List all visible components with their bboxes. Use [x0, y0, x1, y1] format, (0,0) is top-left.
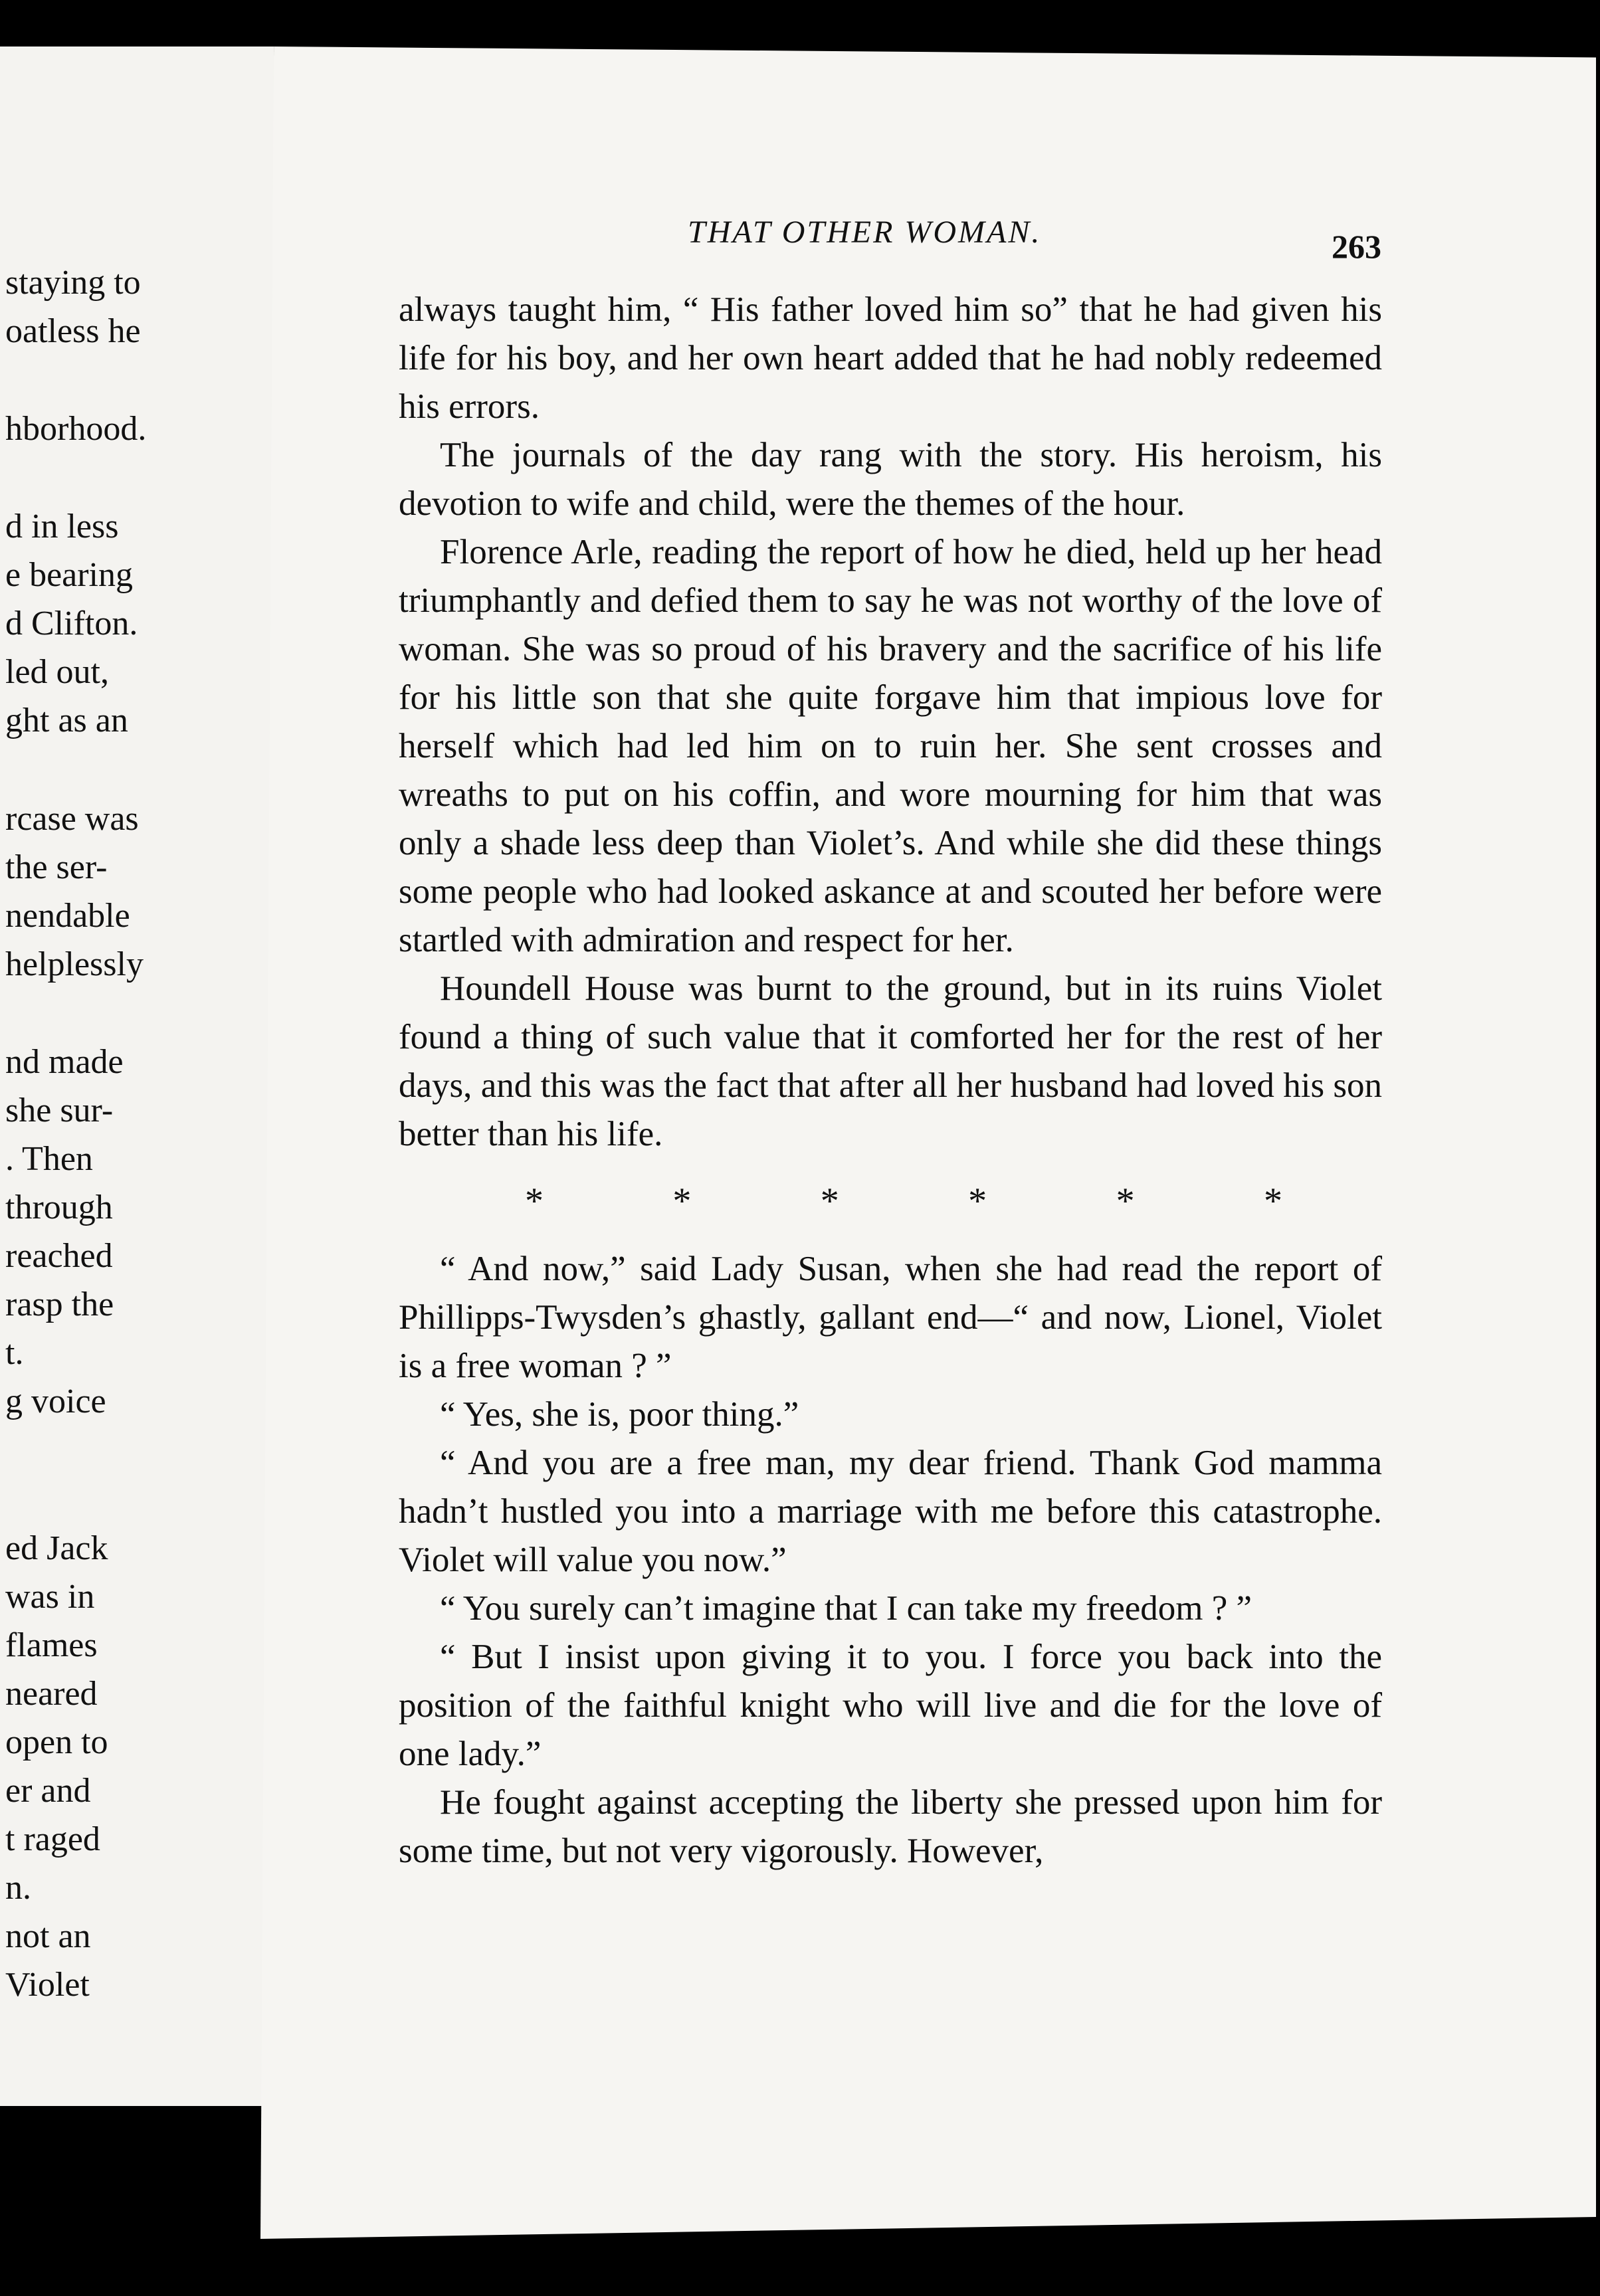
- left-page-line: n.: [5, 1869, 31, 1907]
- left-page-line: through: [5, 1189, 113, 1226]
- paragraph: The journals of the day rang with the story. His heroism, his devotion to wife and child, were the themes of the hour.: [399, 436, 1382, 523]
- left-page-line: oatless he: [5, 312, 141, 350]
- left-page-line: neared: [5, 1675, 98, 1713]
- left-page-line: she sur-: [5, 1092, 114, 1129]
- page-number: 263: [1332, 228, 1381, 265]
- paragraph: “ You surely can’t imagine that I can take my freedom ? ”: [440, 1589, 1252, 1628]
- paragraph: “ And you are a free man, my dear friend. Thank God mamma hadn’t hustled you into a marriage with me before this catastrophe. Violet will value you now.”: [399, 1444, 1382, 1579]
- left-page-line: d Clifton.: [5, 605, 138, 642]
- left-page-line: t raged: [5, 1820, 100, 1858]
- left-page-line: nendable: [5, 897, 130, 935]
- paragraph: “ And now,” said Lady Susan, when she had read the report of Phillipps-Twysden’s ghastly, gallant end—“ and now, Lionel, Violet is a free woman ? ”: [399, 1250, 1382, 1385]
- paragraph: “ But I insist upon giving it to you. I force you back into the position of the faithful knight who will live and die for the love of one lady.”: [399, 1638, 1382, 1773]
- left-page-line: rasp the: [5, 1286, 114, 1323]
- left-page-line: led out,: [5, 653, 109, 691]
- left-page-line: flames: [5, 1626, 98, 1664]
- asterisk: *: [1116, 1181, 1135, 1222]
- left-page-line: staying to: [5, 264, 141, 302]
- left-page-line: . Then: [5, 1140, 93, 1178]
- left-page-line: rcase was: [5, 800, 139, 838]
- paragraph: “ Yes, she is, poor thing.”: [440, 1395, 799, 1434]
- asterisk: *: [1263, 1181, 1282, 1222]
- paragraph: He fought against accepting the liberty she pressed upon him for some time, but not very vigorously. However,: [399, 1783, 1382, 1870]
- left-page-line: d in less: [5, 508, 119, 545]
- paragraph: Houndell House was burnt to the ground, but in its ruins Violet found a thing of such value that it comforted her for the rest of her days, and this was the fact that after all her husband had loved his son better than his life.: [399, 969, 1382, 1153]
- left-page-line: not an: [5, 1917, 91, 1955]
- left-page-line: ed Jack: [5, 1529, 108, 1567]
- left-page-line: was in: [5, 1578, 95, 1616]
- left-page-line: the ser-: [5, 848, 108, 886]
- asterisk: *: [672, 1181, 692, 1222]
- paragraph: always taught him, “ His father loved him so” that he had given his life for his boy, and her own heart added that he had nobly redeemed his errors.: [399, 290, 1382, 426]
- left-page-line: t.: [5, 1334, 24, 1372]
- left-page-line: er and: [5, 1772, 91, 1810]
- left-page-edge: [0, 47, 274, 2106]
- running-head: THAT OTHER WOMAN.: [688, 215, 1042, 250]
- asterisk: *: [820, 1181, 839, 1222]
- left-page-line: g voice: [5, 1383, 106, 1420]
- left-page-line: ght as an: [5, 702, 128, 739]
- left-page-line: reached: [5, 1237, 113, 1275]
- asterisk: *: [968, 1181, 987, 1222]
- left-page-line: helplessly: [5, 945, 144, 983]
- left-page-line: Violet: [5, 1966, 90, 2004]
- page-body: [399, 286, 1382, 1875]
- left-page-line: nd made: [5, 1043, 124, 1081]
- left-page-line: e bearing: [5, 556, 134, 594]
- section-separator: [399, 1159, 1382, 1245]
- paragraph: Florence Arle, reading the report of how he died, held up her head triumphantly and defied them to say he was not worthy of the love of woman. She was so proud of his bravery and the sacrifice of his life for his little son that she quite forgave him that impious love for herself which had led him on to ruin her. She sent crosses and wreaths to put on his coffin, and wore mourning for him that was only a shade less deep than Violet’s. And while she did these things some people who had looked askance at and scouted her before were startled with admiration and respect for her.: [399, 533, 1382, 959]
- asterisk: *: [525, 1181, 544, 1222]
- left-page-line: hborhood.: [5, 410, 147, 448]
- left-page-line: open to: [5, 1723, 108, 1761]
